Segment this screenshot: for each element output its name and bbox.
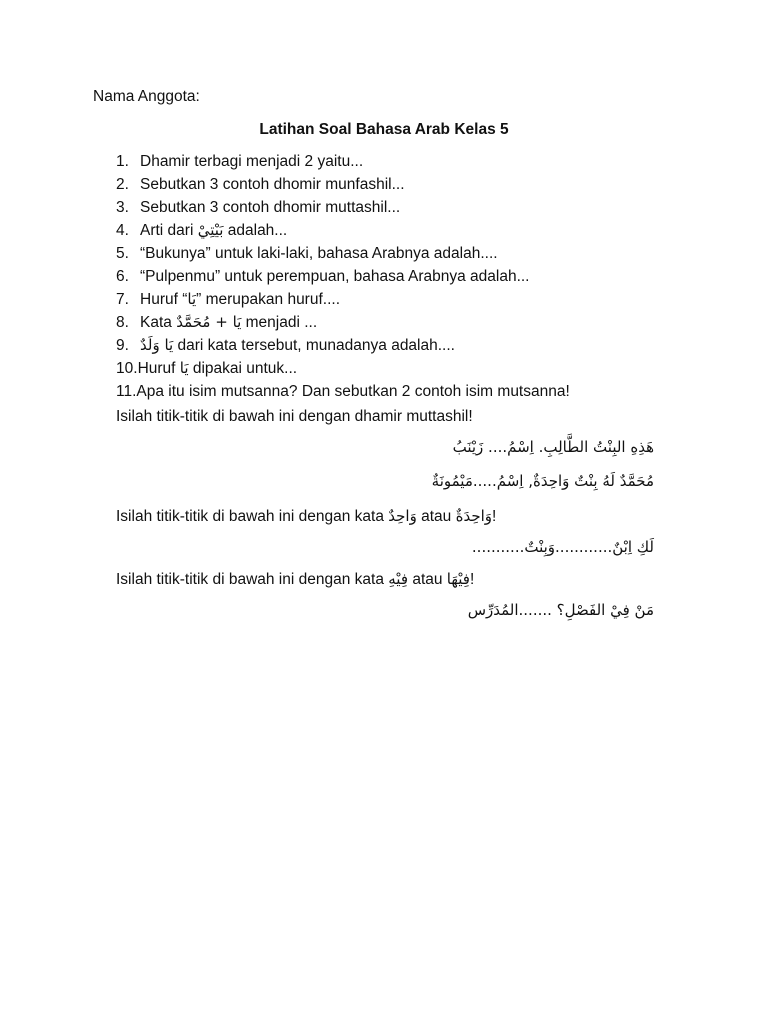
question-number: 4. — [116, 222, 129, 239]
question-text: Arti dari — [140, 222, 198, 239]
question-text: Huruf — [137, 360, 180, 377]
question-item — [116, 311, 570, 334]
arabic-exercise-line: هَذِهِ البِنْتُ الطَّالِبِ. اِسْمُ.... زَيْنَبُ — [452, 438, 654, 456]
instruction-text: atau — [408, 571, 447, 588]
arabic-word: فِيْهِ — [388, 570, 409, 588]
arabic-word: بَيْتِيْ — [197, 221, 224, 239]
question-item — [116, 265, 570, 288]
question-text: Apa itu isim mutsanna? Dan sebutkan 2 contoh isim mutsanna! — [136, 383, 570, 400]
section-3-instruction — [116, 570, 474, 589]
question-number: 9. — [116, 337, 129, 354]
arabic-exercise-line: مَنْ فِيْ الفَصْلِ؟ .......المُدَرِّس — [467, 601, 654, 619]
question-item — [116, 334, 570, 357]
question-number: 2. — [116, 176, 129, 193]
question-text: “Pulpenmu” untuk perempuan, bahasa Arabnya adalah... — [140, 268, 530, 285]
section-1-instruction: Isilah titik-titik di bawah ini dengan dhamir muttashil! — [116, 408, 473, 425]
question-number: 11. — [116, 383, 137, 400]
question-number: 1. — [116, 153, 129, 170]
question-text: ” merupakan huruf.... — [196, 291, 340, 308]
arabic-word: وَاحِدَةٌ — [455, 507, 493, 525]
instruction-text: Isilah titik-titik di bawah ini dengan kata — [116, 571, 389, 588]
question-item — [116, 173, 570, 196]
question-item — [116, 242, 570, 265]
question-number: 8. — [116, 314, 129, 331]
arabic-exercise-line: لَكِ اِبْنٌ............وَبِنْتٌ........... — [471, 538, 654, 556]
question-item — [116, 219, 570, 242]
question-item — [116, 150, 570, 173]
instruction-text: ! — [492, 508, 497, 525]
question-item — [116, 380, 570, 403]
question-text: menjadi ... — [241, 314, 318, 331]
question-text: Huruf “ — [140, 291, 188, 308]
arabic-word: يَا — [187, 290, 197, 308]
question-text: adalah... — [223, 222, 288, 239]
question-text: dipakai untuk... — [188, 360, 298, 377]
arabic-exercise-line: مُحَمَّدٌ لَهُ بِنْتٌ وَاحِدَةٌ, اِسْمُ.....مَيْمُونَةٌ — [431, 472, 654, 490]
question-item — [116, 357, 570, 380]
question-text: dari kata tersebut, munadanya adalah.... — [173, 337, 455, 354]
arabic-word: يَا — [179, 359, 189, 377]
document-title: Latihan Soal Bahasa Arab Kelas 5 — [259, 121, 509, 138]
instruction-text: Isilah titik-titik di bawah ini dengan kata — [116, 508, 389, 525]
question-text: “Bukunya” untuk laki-laki, bahasa Arabnya adalah.... — [140, 245, 498, 262]
question-number: 10. — [116, 360, 138, 377]
question-text: Dhamir terbagi menjadi 2 yaitu... — [140, 153, 364, 170]
question-item — [116, 288, 570, 311]
question-number: 3. — [116, 199, 129, 216]
instruction-text: atau — [416, 508, 456, 525]
member-name-label: Nama Anggota: — [93, 88, 200, 105]
question-list — [116, 150, 570, 403]
question-number: 6. — [116, 268, 129, 285]
arabic-word: فِيْهَا — [446, 570, 470, 588]
instruction-text: ! — [469, 571, 475, 588]
section-2-instruction — [116, 507, 496, 526]
arabic-word: وَاحِدٌ — [388, 507, 417, 525]
question-text: Sebutkan 3 contoh dhomir munfashil... — [140, 176, 405, 193]
arabic-word: يَا + مُحَمَّدٌ — [176, 313, 242, 331]
question-number: 7. — [116, 291, 129, 308]
question-item — [116, 196, 570, 219]
question-number: 5. — [116, 245, 129, 262]
question-text: Sebutkan 3 contoh dhomir muttashil... — [140, 199, 401, 216]
question-text: Kata — [140, 314, 177, 331]
arabic-word: يَا وَلَدٌ — [140, 336, 174, 354]
